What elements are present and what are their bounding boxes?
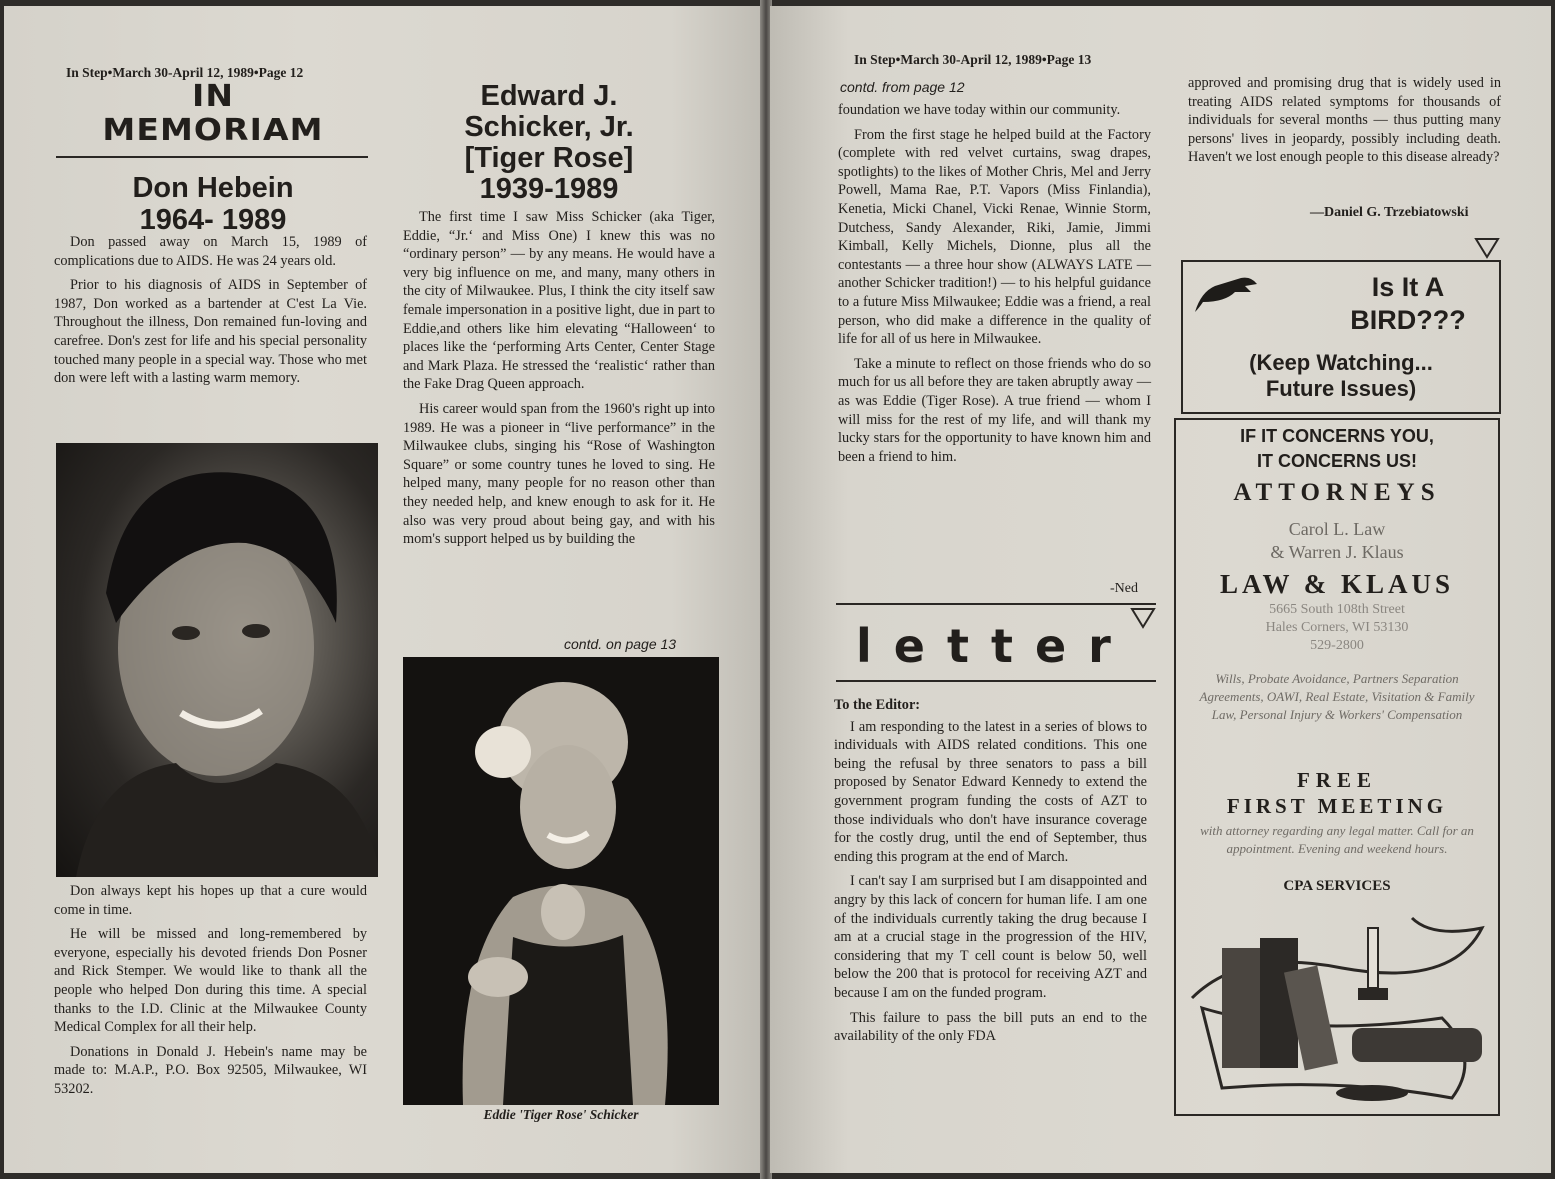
meeting-note: with attorney regarding any legal matter. Call for an appointment. Evening and weekend hours. — [1200, 823, 1474, 856]
letter-top-rule — [836, 603, 1156, 605]
hebein-article-bottom — [54, 882, 367, 1105]
continued-para-1: foundation we have today within our community. — [838, 102, 1121, 118]
continued-para-3: Take a minute to reflect on those friends who do so much for us all before they are taken abruptly away — as was Eddie (Tiger Rose). A true friend — whom I will miss for the rest of my life, and will thank my lucky stars for the opportunity to have known him and been a friend to him. — [838, 355, 1151, 465]
hebein-para-5: Donations in Donald J. Hebein's name may be made to: M.A.P., P.O. Box 92505, Milwaukee, WI 53202. — [54, 1043, 367, 1097]
hebein-para-2: Prior to his diagnosis of AIDS in September of 1987, Don worked as a bartender at C'est La Vie. Throughout the illness, Don remained fun-loving and carefree. Don's zest for life and his special personality touched many people in a special way. Those who met don were left with a lasting warm memory. — [54, 277, 367, 387]
tiger-rose-caption: Eddie 'Tiger Rose' Schicker — [483, 1107, 639, 1122]
phone-number: 529-2800 — [1310, 638, 1364, 653]
bird-ad-line3: (Keep Watching... — [1249, 350, 1433, 375]
signature-ned: -Ned — [1110, 581, 1138, 596]
first-meeting-label: FIRST MEETING — [1226, 794, 1448, 818]
bird-ad-line1: Is It A — [1371, 272, 1445, 302]
triangle-marker-icon — [1474, 237, 1500, 259]
bird-ad-line2: BIRD??? — [1350, 305, 1466, 335]
attorney-name-1: Carol L. Law — [1288, 519, 1386, 539]
letter-salutation: To the Editor: — [834, 697, 921, 713]
schicker-article — [403, 208, 715, 555]
attorneys-heading: ATTORNEYS — [1233, 479, 1441, 506]
tiger-rose-photo — [403, 657, 719, 1105]
address-line-1: 5665 South 108th Street — [1269, 602, 1405, 617]
law-firm-name: LAW & KLAUS — [1219, 569, 1455, 599]
letter-para-3: This failure to pass the bill puts an end to the availability of the only FDA — [834, 1009, 1147, 1045]
schicker-name-line3: [Tiger Rose] — [464, 142, 634, 174]
attorney-tagline-2: IT CONCERNS US! — [1256, 451, 1417, 471]
performer-silhouette — [403, 657, 719, 1105]
law-books-illustration — [1182, 908, 1492, 1108]
hebein-article-top — [54, 233, 367, 394]
in-memoriam-heading-line2: MEMORIAM — [102, 113, 324, 148]
schicker-para-1: The first time I saw Miss Schicker (aka Tiger, Eddie, “Jr.‘ and Miss One) I knew this was no “ordinary person” — by any means. He would have a very big influence on me, and many, many others in the city of Milwaukee. Plus, I think the city itself saw female impersonation in a positive light, due in part to Eddie,and others like him elevating “Halloween‘ to places like the ‘performing Arts Center, Center Stage and Mark Plaza. He stressed the ‘realistic‘ rather than the Fake Drag Queen approach. — [403, 209, 715, 393]
letter-para-continued: approved and promising drug that is widely used in treating AIDS related symptoms for thousands of individuals for several months — thus putting many persons' lives in jeopardy, possibly including death. Haven't we lost enough people to this disease already? — [1188, 75, 1501, 166]
letter-para-2: I can't say I am surprised but I am disappointed and angry by this lack of concern for human life. I am one of the individuals currently taking the drug because I am at a crucial stage in the progression of the HIV, considering that my T cell count is below 50, well below the 200 that is protocol for receiving AZT and because I am on the funded program. — [834, 873, 1147, 1001]
continued-para-2: From the first stage he helped build at the Factory (complete with red velvet curtains, swag drapes, spotlights) to the likes of Mother Chris, Mel and Jerry Powell, Mama Rae, P.T. Vapors (Miss Finlandia), Kenetia, Micki Chanel, Vicki Renae, Winnie Storm, Dutchess, Sandy Alexander, Riki, Jamie, Jimmi Kimball, Kelly Michels, Dionne, plus all the contestants — a three hour show (ALWAYS LATE — another Schicker tradition!) — to his helpful guidance to a future Miss Milwaukee; Eddie was a friend, a real person, who did make a difference in the quality of life for all of us here in Milwaukee. — [838, 126, 1151, 348]
letter-continued-column — [1188, 74, 1501, 173]
hebein-para-4: He will be missed and long-remembered by everyone, especially his devoted friends Don Posner and Rick Stemper. We would like to thank all the people who helped Don during this time. A special thanks to the I.D. Clinic at the Milwaukee County Medical Complex for all their help. — [54, 926, 367, 1036]
schicker-name-line2: Schicker, Jr. — [464, 111, 634, 143]
schicker-para-2: His career would span from the 1960's right up into 1989. He was a pioneer in “live performance” in the Milwaukee clubs, singing his “Rose of Washington Square” or some country tunes he loved to sing. He helped many, many people for no reason other than they needed help, and knew enough to ask for it. He also was very proud about being gay, and with his mom's support helped us by building the — [403, 400, 715, 548]
letter-to-editor — [834, 696, 1147, 1052]
address-line-2: Hales Corners, WI 53130 — [1265, 620, 1409, 635]
attorney-name-2: & Warren J. Klaus — [1270, 542, 1404, 562]
page-13-folio: In Step•March 30-April 12, 1989•Page 13 — [854, 52, 1092, 67]
free-label: FREE — [1296, 768, 1377, 792]
practice-areas: Wills, Probate Avoidance, Partners Separation Agreements, OAWI, Real Estate, Visitation & Family Law, Personal Injury & Workers' Compensation — [1199, 671, 1475, 722]
page-13 — [770, 6, 1551, 1173]
letter-para-1: I am responding to the latest in a series of blows to individuals with AIDS related conditions. This one being the refusal by three senators to pass a bill proposed by Senator Edward Kennedy to extend the government program funding the costs of AZT to those individuals who don't have insurance coverage for the costly drug, until the end of September, thus ending this program at the end of March. — [834, 718, 1147, 865]
heading-rule — [56, 156, 368, 158]
hebein-name: Don Hebein — [132, 172, 294, 204]
hebein-para-1: Don passed away on March 15, 1989 of complications due to AIDS. He was 24 years old. — [54, 234, 367, 269]
schicker-name-line1: Edward J. — [480, 80, 618, 112]
contd-on-page-13: contd. on page 13 — [564, 636, 677, 652]
schicker-years: 1939-1989 — [479, 173, 619, 205]
page-12 — [4, 6, 762, 1173]
bird-ad — [1181, 260, 1501, 414]
signature-trzebiatowski: —Daniel G. Trzebiatowski — [1310, 205, 1469, 220]
letter-heading: letter — [856, 619, 1133, 673]
bird-icon — [1191, 272, 1263, 318]
portrait-silhouette — [56, 443, 378, 877]
letter-bottom-rule — [836, 680, 1156, 682]
attorney-ad — [1174, 418, 1500, 1116]
contd-from-page-12: contd. from page 12 — [840, 79, 965, 95]
schicker-continued — [838, 101, 1151, 472]
cpa-services: CPA SERVICES — [1283, 878, 1391, 894]
bird-ad-line4: Future Issues) — [1265, 376, 1417, 401]
don-hebein-photo — [56, 443, 378, 877]
in-memoriam-heading-line1: IN — [191, 79, 235, 114]
hebein-para-3: Don always kept his hopes up that a cure would come in time. — [54, 883, 367, 918]
attorney-tagline-1: IF IT CONCERNS YOU, — [1240, 426, 1434, 446]
hebein-years: 1964- 1989 — [139, 204, 287, 236]
page-12-folio: In Step•March 30-April 12, 1989•Page 12 — [66, 65, 304, 80]
